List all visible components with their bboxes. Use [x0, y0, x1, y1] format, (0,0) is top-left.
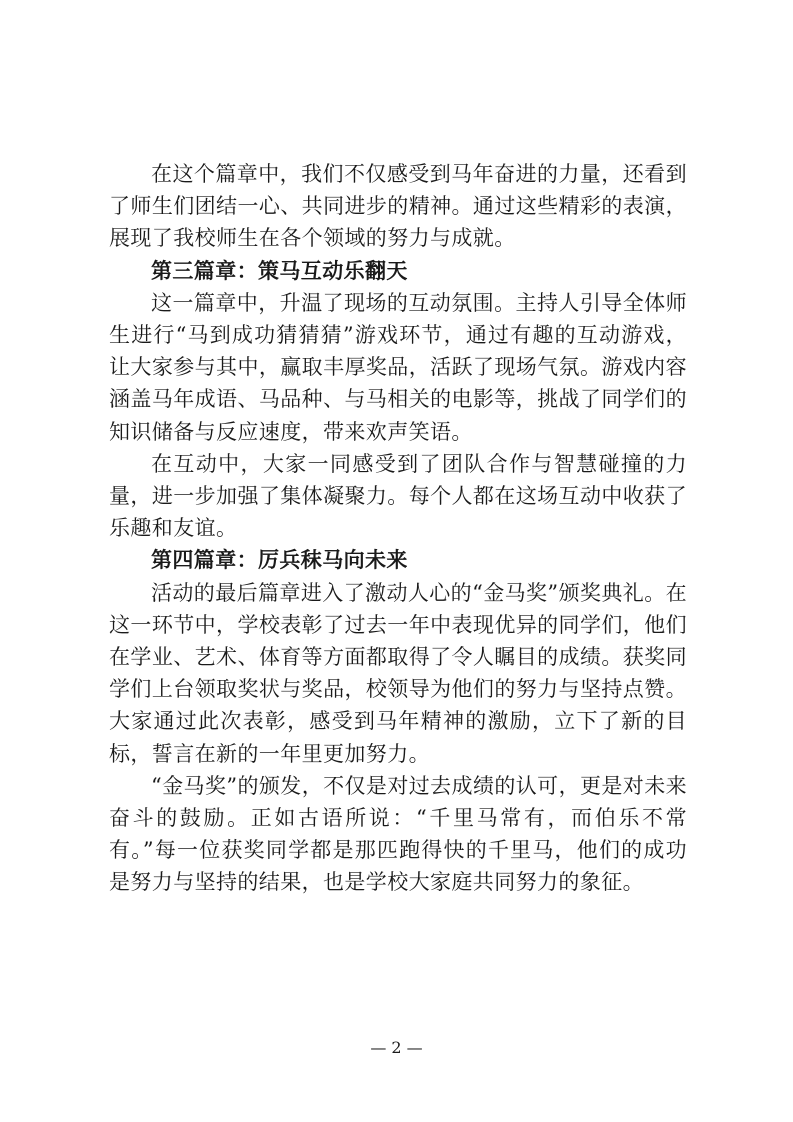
- heading-chapter-four: 第四篇章：厉兵秣马向未来: [151, 547, 408, 573]
- paragraph-chapter-three-intro: 这一篇章中，升温了现场的互动氛围。主持人引导全体师生进行“马到成功猜猜猜”游戏环节，通过有趣的互动游戏，让大家参与其中，赢取丰厚奖品，活跃了现场气氛。游戏内容涵盖马年成语、马品种、与马相关的电影等，挑战了同学们的知识储备与反应速度，带来欢声笑语。: [109, 290, 687, 444]
- paragraph-section-two-summary: 在这个篇章中，我们不仅感受到马年奋进的力量，还看到了师生们团结一心、共同进步的精神。通过这些精彩的表演，展现了我校师生在各个领域的努力与成就。: [109, 162, 687, 251]
- heading-chapter-three: 第三篇章：策马互动乐翻天: [151, 257, 408, 283]
- paragraph-chapter-four-closing: “金马奖”的颁发，不仅是对过去成绩的认可，更是对未来奋斗的鼓励。正如古语所说：“千里马常有，而伯乐不常有。”每一位获奖同学都是那匹跑得快的千里马，他们的成功是努力与坚持的结果，也是学校大家庭共同努力的象征。: [109, 773, 687, 895]
- paragraph-chapter-four-awards: 活动的最后篇章进入了激动人心的“金马奖”颁奖典礼。在这一环节中，学校表彰了过去一年中表现优异的同学们，他们在学业、艺术、体育等方面都取得了令人瞩目的成绩。获奖同学们上台领取奖状与奖品，校领导为他们的努力与坚持点赞。大家通过此次表彰，感受到马年精神的激励，立下了新的目标，誓言在新的一年里更加努力。: [109, 580, 687, 766]
- page-number: — 2 —: [370, 1038, 423, 1057]
- paragraph-chapter-three-teamwork: 在互动中，大家一同感受到了团队合作与智慧碰撞的力量，进一步加强了集体凝聚力。每个人都在这场互动中收获了乐趣和友谊。: [109, 451, 687, 541]
- document-body: [109, 158, 687, 899]
